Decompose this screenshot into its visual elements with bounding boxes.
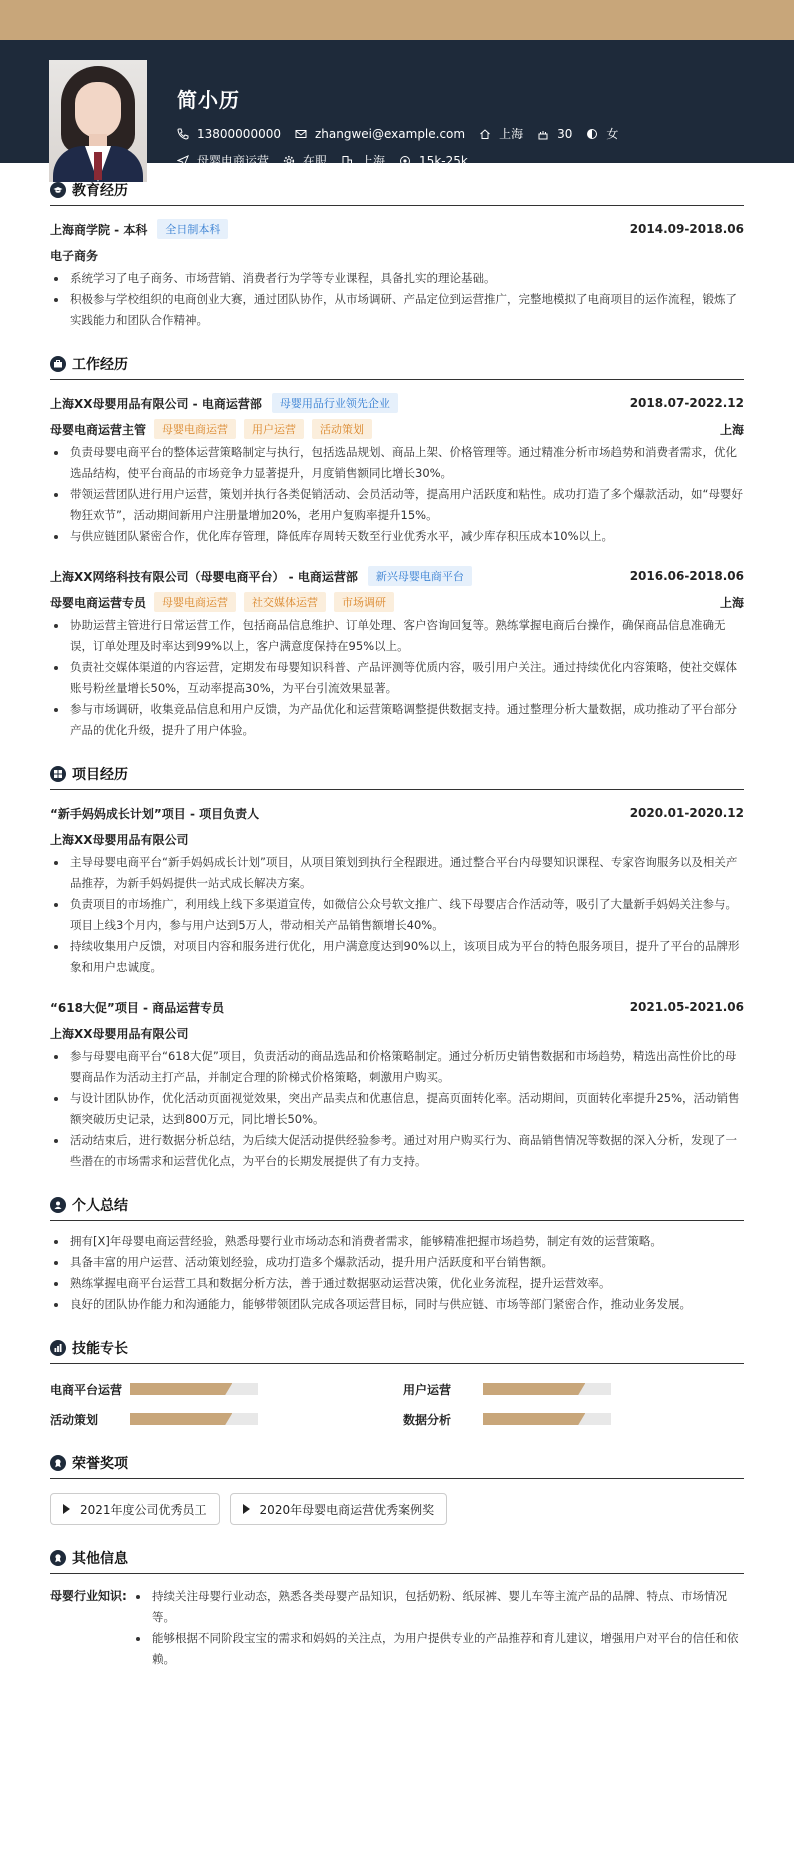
position-name: 母婴电商运营专员	[50, 595, 147, 610]
award-item	[50, 1493, 220, 1525]
job-position-row	[50, 589, 744, 615]
target-job-item	[177, 152, 269, 169]
award-text: 2021年度公司优秀员工	[80, 1502, 207, 1517]
company-name: 上海XX母婴用品有限公司 - 电商运营部	[50, 396, 262, 411]
top-accent-bar	[0, 0, 794, 40]
list-item: 系统学习了电子商务、市场营销、消费者行为学等专业课程，具备扎实的理论基础。	[50, 268, 744, 289]
position-name: 母婴电商运营主管	[50, 422, 147, 437]
section-header	[50, 349, 744, 380]
target-job-text: 母婴电商运营	[197, 154, 270, 168]
resume-body	[0, 163, 794, 1670]
skill-tag: 活动策划	[312, 419, 372, 439]
city-item	[479, 125, 523, 142]
skill-item	[50, 1378, 403, 1400]
contact-row	[177, 125, 632, 142]
education-row	[50, 216, 744, 242]
list-item: 良好的团队协作能力和沟通能力，能够带领团队完成各项运营目标，同时与供应链、市场等部门紧密合作，推动业务发展。	[50, 1294, 744, 1315]
salary-item	[399, 154, 468, 168]
profile-photo	[49, 60, 147, 182]
list-item: 熟练掌握电商平台运营工具和数据分析方法，善于通过数据驱动运营决策，优化业务流程，提升运营效率。	[50, 1273, 744, 1294]
major-row	[50, 242, 744, 268]
project-name: “618大促”项目 - 商品运营专员	[50, 1000, 225, 1015]
chart-icon	[50, 1340, 66, 1356]
school-name: 上海商学院 - 本科	[50, 222, 148, 237]
target-city-text: 上海	[361, 154, 386, 168]
list-item: 带领运营团队进行用户运营，策划并执行各类促销活动、会员活动等，提高用户活跃度和粘性。成功打造了多个爆款活动，如“母婴好物狂欢节”，活动期间新用户注册量增加20%，老用户复购率提升15%。	[50, 484, 744, 526]
list-item: 活动结束后，进行数据分析总结，为后续大促活动提供经验参考。通过对用户购买行为、商品销售情况等数据的深入分析，发现了一些潜在的市场需求和运营优化点，为平台的长期发展提供了有力支持。	[50, 1130, 744, 1172]
section-header	[50, 759, 744, 790]
section-title: 荣誉奖项	[72, 1456, 128, 1472]
play-icon	[243, 1504, 250, 1514]
list-item: 协助运营主管进行日常运营工作，包括商品信息维护、订单处理、客户咨询回复等。熟练掌握电商后台操作，确保商品信息准确无误，订单处理及时率达到99%以上，客户满意度保持在95%以上。	[50, 615, 744, 657]
job-company-row	[50, 390, 744, 416]
phone-text: 13800000000	[197, 126, 281, 141]
other-section	[50, 1543, 744, 1670]
status-text: 在职	[303, 154, 328, 168]
list-item: 参与母婴电商平台“618大促”项目，负责活动的商品选品和价格策略制定。通过分析历史销售数据和市场趋势，精选出高性价比的母婴商品作为活动主打产品，并制定合理的阶梯式价格策略，刺激用户购买。	[50, 1046, 744, 1088]
job-date: 2018.07-2022.12	[629, 396, 744, 410]
section-header	[50, 1543, 744, 1574]
job-bullets	[50, 442, 744, 547]
skill-bar	[130, 1383, 258, 1395]
project-org-row	[50, 826, 744, 852]
project-org: 上海XX母婴用品有限公司	[50, 1026, 189, 1041]
section-title: 工作经历	[72, 357, 128, 373]
section-title: 其他信息	[72, 1551, 128, 1567]
job-city: 上海	[719, 595, 744, 610]
age-text: 30	[557, 126, 573, 141]
skill-item	[403, 1378, 744, 1400]
salary-text: 15k-25k	[419, 153, 468, 168]
project-date: 2020.01-2020.12	[629, 806, 744, 820]
major-name: 电子商务	[50, 248, 99, 263]
age-icon	[537, 128, 549, 140]
skill-item	[403, 1408, 744, 1430]
education-section	[50, 175, 744, 331]
job-company-row	[50, 563, 744, 589]
skills-grid	[50, 1374, 744, 1430]
other-label: 母婴行业知识:	[50, 1589, 127, 1603]
skill-tag: 社交媒体运营	[244, 592, 326, 612]
project-org-row	[50, 1020, 744, 1046]
other-info-row	[50, 1584, 744, 1670]
list-item: 积极参与学校组织的电商创业大赛，通过团队协作，从市场调研、产品定位到运营推广，完整地模拟了电商项目的运作流程，锻炼了实践能力和团队合作精神。	[50, 289, 744, 331]
project-row	[50, 800, 744, 826]
home-icon	[479, 128, 491, 140]
status-item	[283, 152, 327, 169]
list-item: 负责母婴电商平台的整体运营策略制定与执行，包括选品规划、商品上架、价格管理等。通过精准分析市场趋势和消费者需求，优化选品结构，使平台商品的市场竞争力显著提升，月度销售额同比增长30%。	[50, 442, 744, 484]
building-icon	[341, 155, 353, 167]
send-icon	[177, 155, 189, 167]
skill-bar	[483, 1413, 611, 1425]
list-item: 持续收集用户反馈，对项目内容和服务进行优化，用户满意度达到90%以上，该项目成为平台的特色服务项目，提升了平台的品牌形象和用户忠诚度。	[50, 936, 744, 978]
job-city: 上海	[719, 422, 744, 437]
project-bullets	[50, 1046, 744, 1172]
skill-name: 数据分析	[403, 1412, 452, 1427]
section-title: 技能专长	[72, 1341, 128, 1357]
list-item: 主导母婴电商平台“新手妈妈成长计划”项目，从项目策划到执行全程跟进。通过整合平台内母婴知识课程、专家咨询服务以及相关产品推荐，为新手妈妈提供一站式成长解决方案。	[50, 852, 744, 894]
phone-icon	[177, 128, 189, 140]
gear-icon	[283, 155, 295, 167]
skill-name: 活动策划	[50, 1412, 99, 1427]
summary-section	[50, 1190, 744, 1315]
job-bullets	[50, 615, 744, 741]
skill-name: 电商平台运营	[50, 1382, 123, 1397]
email-item	[295, 127, 465, 141]
list-item: 参与市场调研，收集竞品信息和用户反馈，为产品优化和运营策略调整提供数据支持。通过整理分析大量数据，成功推动了平台部分产品的优化升级，提升了用户体验。	[50, 699, 744, 741]
target-icon	[399, 155, 411, 167]
email-icon	[295, 128, 307, 140]
skill-tag: 母婴电商运营	[154, 419, 236, 439]
skill-bar	[130, 1413, 258, 1425]
project-date: 2021.05-2021.06	[629, 1000, 744, 1014]
awards-list	[50, 1489, 744, 1525]
skill-tag: 用户运营	[244, 419, 304, 439]
job-position-row	[50, 416, 744, 442]
award-text: 2020年母婴电商运营优秀案例奖	[259, 1502, 435, 1517]
list-item: 能够根据不同阶段宝宝的需求和妈妈的关注点，为用户提供专业的产品推荐和育儿建议，增强用户对平台的信任和依赖。	[132, 1628, 744, 1670]
list-item: 负责社交媒体渠道的内容运营，定期发布母婴知识科普、产品评测等优质内容，吸引用户关注。通过持续优化内容策略，使社交媒体账号粉丝量增长50%，互动率提高30%，为平台引流效果显著。	[50, 657, 744, 699]
section-header	[50, 1333, 744, 1364]
skill-tag: 母婴电商运营	[154, 592, 236, 612]
section-header	[50, 1190, 744, 1221]
project-row	[50, 994, 744, 1020]
skill-name: 用户运营	[403, 1382, 452, 1397]
gender-text: 女	[606, 127, 619, 141]
skill-tag: 市场调研	[334, 592, 394, 612]
list-item: 与供应链团队紧密合作，优化库存管理，降低库存周转天数至行业优秀水平，减少库存积压成本10%以上。	[50, 526, 744, 547]
gender-item	[586, 125, 618, 142]
award-icon	[50, 1550, 66, 1566]
job-intent-row	[177, 152, 482, 169]
user-icon	[50, 1197, 66, 1213]
honors-section	[50, 1448, 744, 1525]
award-icon	[50, 1455, 66, 1471]
skill-item	[50, 1408, 403, 1430]
section-header	[50, 175, 744, 206]
company-name: 上海XX网络科技有限公司（母婴电商平台） - 电商运营部	[50, 569, 358, 584]
skill-bar-fill	[483, 1383, 585, 1395]
project-name: “新手妈妈成长计划”项目 - 项目负责人	[50, 806, 260, 821]
graduation-icon	[50, 182, 66, 198]
company-badge: 新兴母婴电商平台	[368, 566, 472, 586]
education-bullets	[50, 268, 744, 331]
target-city-item	[341, 152, 385, 169]
skill-bar	[483, 1383, 611, 1395]
phone-item	[177, 127, 281, 141]
briefcase-icon	[50, 356, 66, 372]
list-item: 负责项目的市场推广，利用线上线下多渠道宣传，如微信公众号软文推广、线下母婴店合作活动等，吸引了大量新手妈妈关注参与。项目上线3个月内，参与用户达到5万人，带动相关产品销售额增长40%。	[50, 894, 744, 936]
company-badge: 母婴用品行业领先企业	[272, 393, 398, 413]
education-date: 2014.09-2018.06	[629, 222, 744, 236]
city-text: 上海	[499, 127, 524, 141]
section-header	[50, 1448, 744, 1479]
list-item: 持续关注母婴行业动态，熟悉各类母婴产品知识，包括奶粉、纸尿裤、婴儿车等主流产品的品牌、特点、市场情况等。	[132, 1586, 744, 1628]
other-bullets	[132, 1586, 744, 1670]
email-text: zhangwei@example.com	[314, 126, 466, 141]
age-item	[537, 127, 572, 141]
skill-bar-fill	[483, 1413, 585, 1425]
grid-icon	[50, 766, 66, 782]
project-bullets	[50, 852, 744, 978]
job-date: 2016.06-2018.06	[629, 569, 744, 583]
skill-bar-fill	[130, 1413, 232, 1425]
list-item: 与设计团队协作，优化活动页面视觉效果，突出产品卖点和优惠信息，提高页面转化率。活动期间，页面转化率提升25%，活动销售额突破历史记录，达到800万元，同比增长50%。	[50, 1088, 744, 1130]
work-section	[50, 349, 744, 741]
degree-badge: 全日制本科	[157, 219, 228, 239]
profile-header	[0, 40, 794, 168]
play-icon	[63, 1504, 70, 1514]
award-item	[230, 1493, 448, 1525]
list-item: 具备丰富的用户运营、活动策划经验，成功打造多个爆款活动，提升用户活跃度和平台销售额。	[50, 1252, 744, 1273]
candidate-name: 简小历	[177, 88, 240, 112]
skill-bar-fill	[130, 1383, 232, 1395]
list-item: 拥有[X]年母婴电商运营经验，熟悉母婴行业市场动态和消费者需求，能够精准把握市场趋势，制定有效的运营策略。	[50, 1231, 744, 1252]
section-title: 个人总结	[72, 1198, 128, 1214]
skills-section	[50, 1333, 744, 1430]
summary-bullets	[50, 1231, 744, 1315]
section-title: 项目经历	[72, 767, 128, 783]
project-org: 上海XX母婴用品有限公司	[50, 832, 189, 847]
section-title: 教育经历	[72, 183, 128, 199]
gender-icon	[586, 128, 598, 140]
projects-section	[50, 759, 744, 1172]
